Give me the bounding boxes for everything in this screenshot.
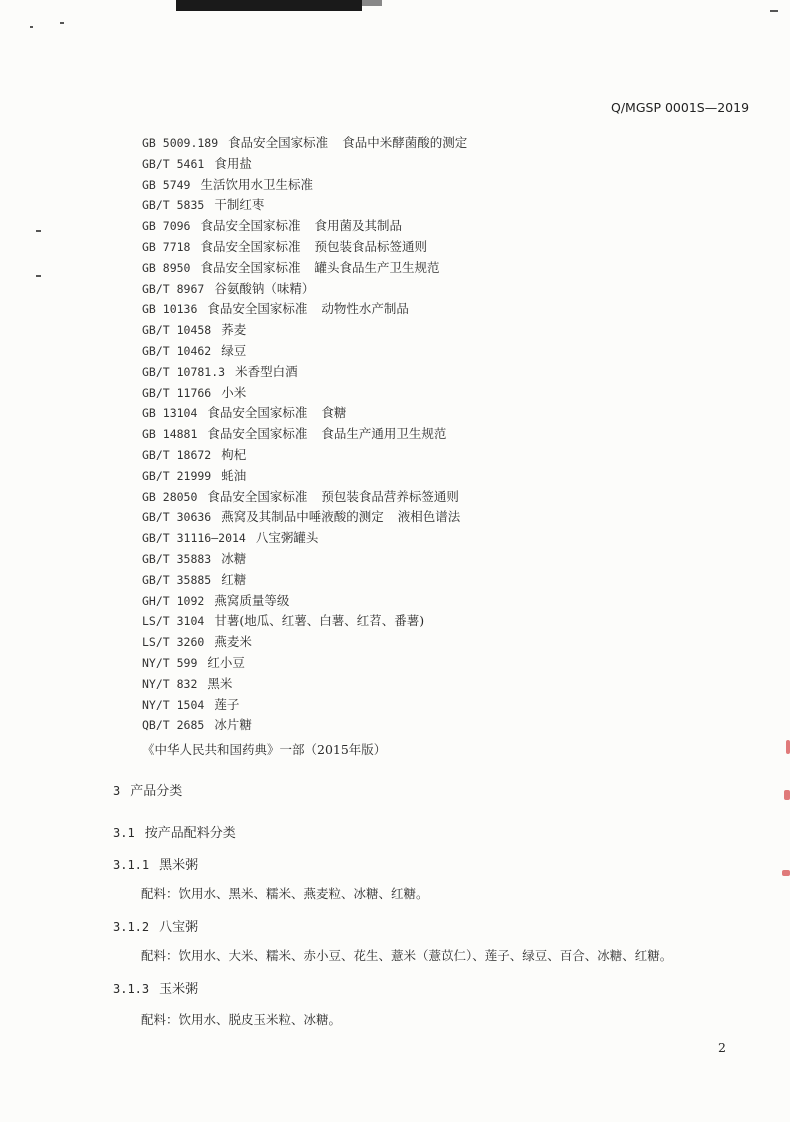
reference-title: 冰片糖 bbox=[214, 717, 252, 733]
reference-code: GB/T 5461 bbox=[142, 156, 205, 171]
reference-item bbox=[142, 632, 467, 653]
reference-subtitle: 预包装食品标签通则 bbox=[314, 238, 427, 254]
section-title: 八宝粥 bbox=[159, 920, 199, 935]
scan-edge-mark bbox=[786, 740, 790, 754]
reference-item bbox=[142, 487, 467, 508]
reference-item bbox=[142, 299, 467, 320]
reference-item bbox=[142, 715, 467, 736]
reference-title: 食品安全国家标准 bbox=[207, 488, 308, 504]
reference-subtitle: 食品中米酵菌酸的测定 bbox=[342, 135, 468, 150]
reference-code: GB/T 35883 bbox=[142, 551, 212, 566]
reference-code: GB 14881 bbox=[142, 427, 198, 442]
section-number: 3.1.2 bbox=[113, 920, 150, 934]
reference-item bbox=[142, 570, 467, 591]
reference-title: 荞麦 bbox=[221, 322, 247, 338]
reference-item bbox=[142, 445, 467, 466]
section-number: 3.1.1 bbox=[113, 858, 150, 872]
reference-code: GB 7096 bbox=[142, 219, 191, 234]
reference-item bbox=[142, 154, 467, 175]
reference-title: 食用盐 bbox=[214, 155, 252, 171]
reference-item bbox=[142, 403, 467, 424]
reference-item bbox=[142, 279, 467, 300]
reference-code: GB 5749 bbox=[142, 177, 191, 192]
section-heading bbox=[113, 780, 182, 799]
reference-code: LS/T 3260 bbox=[142, 635, 205, 650]
reference-title: 枸杞 bbox=[221, 446, 247, 462]
reference-code: GH/T 1092 bbox=[142, 593, 205, 608]
ingredients-text: 配料：饮用水、大米、糯米、赤小豆、花生、薏米（薏苡仁）、莲子、绿豆、百合、冰糖、红糖。 bbox=[141, 948, 673, 963]
reference-title: 燕窝及其制品中唾液酸的测定 bbox=[221, 509, 384, 525]
reference-code: NY/T 599 bbox=[142, 655, 198, 670]
reference-code: GB 13104 bbox=[142, 406, 198, 421]
reference-title: 蚝油 bbox=[221, 467, 247, 483]
page-number: 2 bbox=[718, 1040, 726, 1055]
reference-title: 冰糖 bbox=[221, 550, 247, 566]
reference-item bbox=[142, 424, 467, 445]
reference-title: 食品安全国家标准 bbox=[207, 301, 308, 317]
reference-item bbox=[142, 695, 467, 716]
reference-item bbox=[142, 528, 467, 549]
reference-subtitle: 预包装食品营养标签通则 bbox=[321, 488, 459, 504]
reference-title: 米香型白酒 bbox=[235, 363, 298, 379]
reference-code: GB 8950 bbox=[142, 260, 191, 275]
reference-title: 食品安全国家标准 bbox=[207, 405, 308, 421]
reference-item bbox=[142, 549, 467, 570]
reference-title: 干制红枣 bbox=[214, 197, 265, 213]
scan-speck bbox=[36, 230, 41, 232]
reference-code: GB/T 10462 bbox=[142, 343, 212, 358]
reference-title: 生活饮用水卫生标准 bbox=[200, 176, 313, 192]
section-number: 3.1.3 bbox=[113, 982, 150, 996]
reference-code: GB/T 30636 bbox=[142, 510, 212, 525]
reference-title: 红糖 bbox=[221, 571, 247, 587]
normative-references-list bbox=[142, 133, 467, 736]
reference-title: 食品安全国家标准 bbox=[200, 238, 301, 254]
reference-item bbox=[142, 466, 467, 487]
reference-item bbox=[142, 258, 467, 279]
reference-title: 食品安全国家标准 bbox=[207, 426, 308, 442]
reference-title: 食品安全国家标准 bbox=[228, 135, 329, 150]
scan-edge-mark bbox=[782, 870, 790, 876]
ingredients-text: 配料：饮用水、脱皮玉米粒、冰糖。 bbox=[141, 1012, 342, 1027]
section-title: 按产品配料分类 bbox=[144, 826, 236, 841]
section-number: 3.1 bbox=[113, 826, 135, 840]
reference-item bbox=[142, 362, 467, 383]
reference-code: GB/T 5835 bbox=[142, 198, 205, 213]
reference-code: LS/T 3104 bbox=[142, 614, 205, 629]
reference-code: NY/T 832 bbox=[142, 676, 198, 691]
section-title: 产品分类 bbox=[130, 784, 183, 799]
ingredients-text: 配料：饮用水、黑米、糯米、燕麦粒、冰糖、红糖。 bbox=[141, 886, 429, 901]
reference-title: 黑米 bbox=[207, 675, 233, 691]
section-title: 玉米粥 bbox=[159, 982, 199, 997]
subsection-heading bbox=[113, 822, 236, 841]
subsection-heading bbox=[113, 916, 198, 935]
scan-speck bbox=[60, 22, 64, 24]
reference-code: GB 28050 bbox=[142, 489, 198, 504]
reference-item bbox=[142, 674, 467, 695]
scan-artifact-bar bbox=[176, 0, 362, 11]
reference-item bbox=[142, 383, 467, 404]
reference-code: GB/T 18672 bbox=[142, 447, 212, 462]
reference-title: 食品安全国家标准 bbox=[200, 259, 301, 275]
scan-speck bbox=[30, 26, 33, 28]
scan-artifact-bar bbox=[362, 0, 382, 6]
reference-title: 绿豆 bbox=[221, 342, 247, 358]
reference-item bbox=[142, 320, 467, 341]
reference-item bbox=[142, 133, 467, 154]
reference-item bbox=[142, 175, 467, 196]
reference-title: 莲子 bbox=[214, 696, 240, 712]
reference-subtitle: 罐头食品生产卫生规范 bbox=[314, 259, 440, 275]
reference-code: QB/T 2685 bbox=[142, 718, 205, 733]
reference-item bbox=[142, 591, 467, 612]
reference-title: 红小豆 bbox=[207, 654, 245, 670]
reference-code: GB/T 10458 bbox=[142, 323, 212, 338]
reference-title: 八宝粥罐头 bbox=[255, 530, 319, 546]
pharmacopoeia-reference: 《中华人民共和国药典》一部（2015年版） bbox=[142, 742, 387, 757]
section-title: 黑米粥 bbox=[159, 858, 199, 873]
reference-code: GB/T 31116—2014 bbox=[142, 531, 246, 546]
reference-code: GB/T 10781.3 bbox=[142, 364, 226, 379]
reference-code: GB 5009.189 bbox=[142, 136, 219, 150]
reference-item bbox=[142, 653, 467, 674]
reference-code: GB/T 8967 bbox=[142, 281, 205, 296]
reference-item bbox=[142, 195, 467, 216]
reference-code: GB 7718 bbox=[142, 239, 191, 254]
reference-item bbox=[142, 237, 467, 258]
reference-subtitle: 食糖 bbox=[321, 405, 347, 421]
subsection-heading bbox=[113, 854, 198, 873]
scan-speck bbox=[770, 10, 778, 12]
reference-code: GB/T 21999 bbox=[142, 468, 212, 483]
reference-item bbox=[142, 507, 467, 528]
reference-code: GB 10136 bbox=[142, 302, 198, 317]
reference-code: NY/T 1504 bbox=[142, 697, 205, 712]
reference-code: GB/T 35885 bbox=[142, 572, 212, 587]
reference-title: 甘薯(地瓜、红薯、白薯、红苕、番薯) bbox=[214, 613, 425, 629]
subsection-heading bbox=[113, 978, 198, 997]
reference-title: 小米 bbox=[221, 384, 247, 400]
reference-code: GB/T 11766 bbox=[142, 385, 212, 400]
reference-title: 燕窝质量等级 bbox=[214, 592, 290, 608]
document-code: Q/MGSP 0001S—2019 bbox=[611, 100, 750, 115]
reference-item bbox=[142, 341, 467, 362]
reference-subtitle: 食品生产通用卫生规范 bbox=[321, 426, 447, 442]
reference-subtitle: 液相色谱法 bbox=[397, 509, 461, 525]
reference-title: 燕麦米 bbox=[214, 634, 252, 650]
reference-title: 谷氨酸钠（味精） bbox=[214, 280, 315, 296]
reference-item bbox=[142, 611, 467, 632]
section-number: 3 bbox=[113, 784, 121, 798]
scan-edge-mark bbox=[784, 790, 790, 800]
reference-subtitle: 食用菌及其制品 bbox=[314, 218, 402, 234]
reference-item bbox=[142, 216, 467, 237]
reference-subtitle: 动物性水产制品 bbox=[321, 301, 409, 317]
reference-title: 食品安全国家标准 bbox=[200, 218, 301, 234]
scan-speck bbox=[36, 275, 41, 277]
